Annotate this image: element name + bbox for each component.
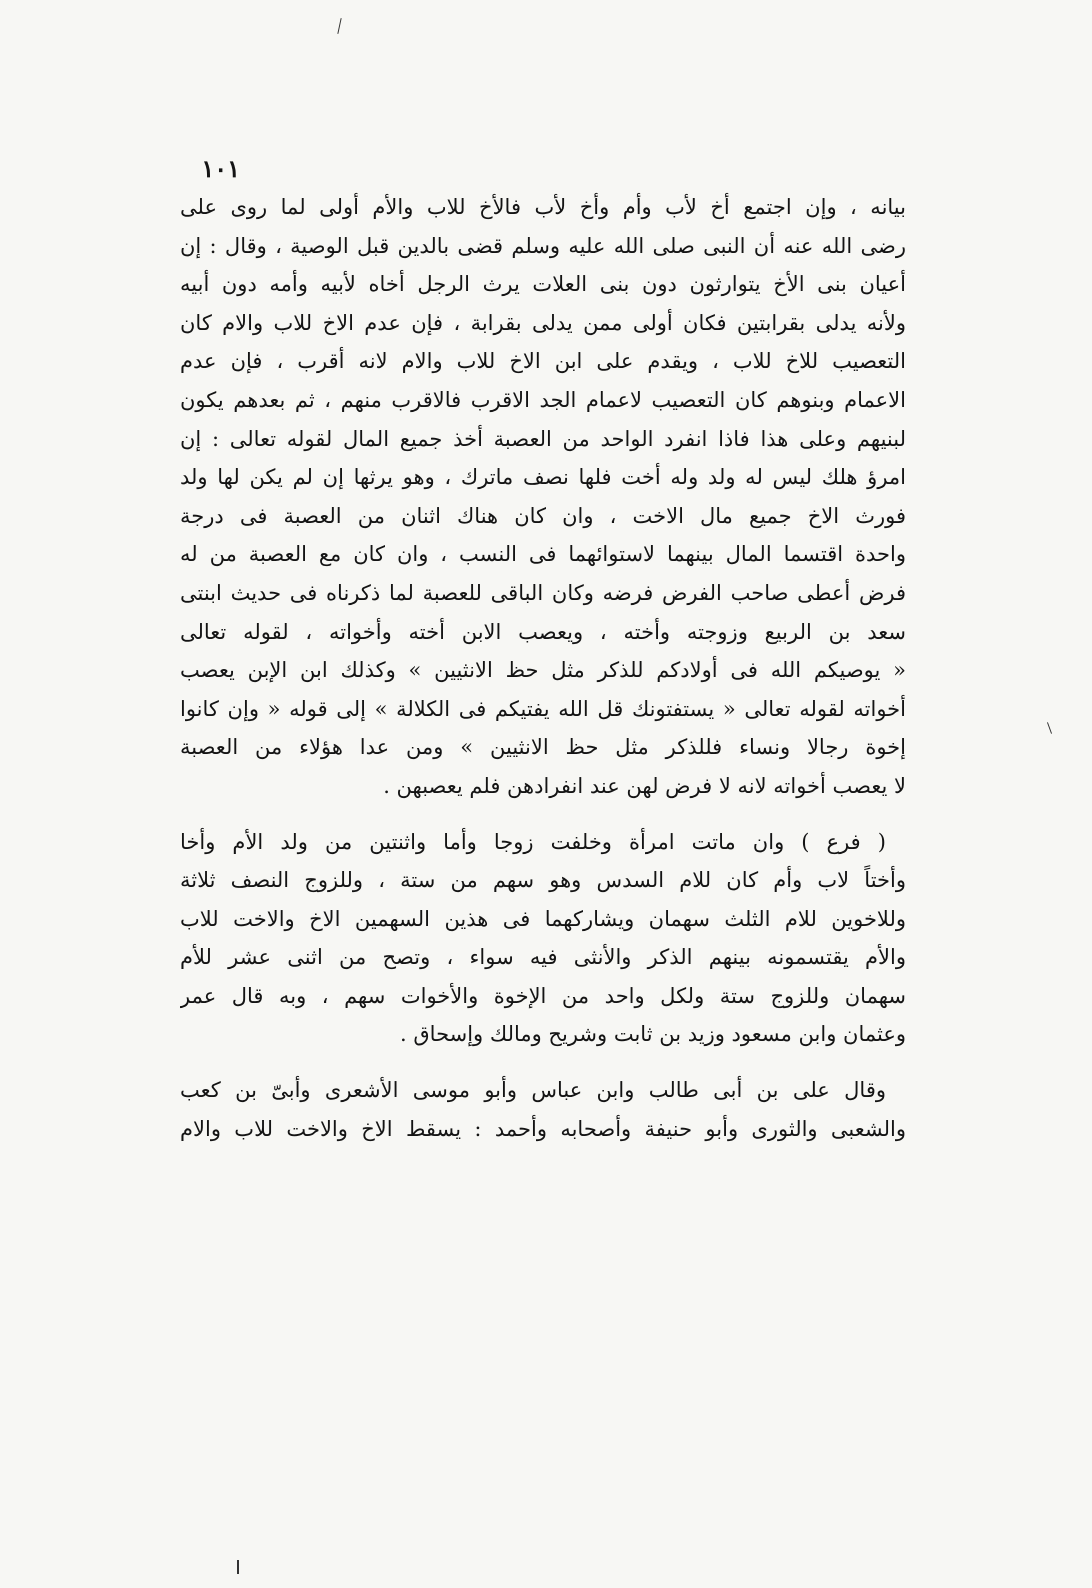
text-line: إخوة رجالا ونساء فللذكر مثل حظ الانثيين » ومن عدا هؤلاء من العصبة (180, 735, 906, 760)
text-line: سعد بن الربيع وزوجته وأخته ، ويعصب الابن أخته وأخواته ، لقوله تعالى (180, 619, 906, 644)
text-line: أعيان بنى الأخ يتوارثون دون بنى العلات يرث الرجل أخاه لأبيه وأمه دون أبيه (180, 272, 906, 297)
text-line: بيانه ، وإن اجتمع أخ لأب وأم وأخ لأب فالأخ للاب والأم أولى لما روى على (180, 195, 906, 219)
text-line: التعصيب للاخ للاب ، ويقدم على ابن الاخ للاب والام لانه أقرب ، فإن عدم (180, 349, 906, 374)
text-line: امرؤ هلك ليس له ولد وله أخت فلها نصف ماترك ، وهو يرثها إن لم يكن لها ولد (180, 465, 906, 490)
text-line: ( فرع ) وان ماتت امرأة وخلفت زوجا وأما واثنتين من ولد الأم وأخا (180, 829, 886, 854)
scan-mark (1047, 722, 1052, 734)
text-line: لبنيهم وعلى هذا فاذا انفرد الواحد من العصبة أخذ جميع المال لقوله تعالى : إن (180, 426, 906, 451)
text-line: وللاخوين للام الثلث سهمان ويشاركهما فى هذين السهمين الاخ والاخت للاب (180, 906, 906, 931)
text-line: « يوصيكم الله فى أولادكم للذكر مثل حظ الانثيين » وكذلك ابن الإبن يعصب (180, 658, 906, 683)
scan-mark (337, 18, 341, 34)
text-line: ولأنه يدلى بقرابتين فكان أولى ممن يدلى بقرابة ، فإن عدم الاخ للاب والام كان (180, 310, 906, 335)
paragraph-1 (180, 188, 906, 806)
text-line: لا يعصب أخواته لانه لا فرض لهن عند انفرادهن فلم يعصبهن . (383, 773, 906, 798)
text-line: وعثمان وابن مسعود وزيد بن ثابت وشريح ومالك وإسحاق . (400, 1022, 906, 1047)
text-line: رضى الله عنه أن النبى صلى الله عليه وسلم قضى بالدين قبل الوصية ، وقال : إن (180, 233, 906, 258)
text-line: سهمان وللزوج ستة ولكل واحد من الإخوة والأخوات سهم ، وبه قال عمر (180, 983, 906, 1008)
paragraph-3 (180, 1071, 906, 1148)
text-line: والأم يقتسمونه بينهم الذكر والأنثى فيه سواء ، وتصح من اثنى عشر للأم (180, 945, 906, 970)
text-line: الاعمام وبنوهم كان التعصيب لاعمام الجد الاقرب فالاقرب منهم ، ثم بعدهم يكون (180, 387, 906, 412)
body-text (180, 188, 906, 1148)
text-line: وقال على بن أبى طالب وابن عباس وأبو موسى الأشعرى وأبىّ بن كعب (180, 1078, 886, 1103)
text-line: أخواته لقوله تعالى « يستفتونك قل الله يفتيكم فى الكلالة » إلى قوله « وإن كانوا (180, 696, 906, 721)
text-line: فورث الاخ جميع مال الاخت ، وان كان هناك اثنان من العصبة فى درجة (180, 503, 906, 528)
text-line: فرض أعطى صاحب الفرض فرضه وكان الباقى للعصبة لما ذكرناه فى حديث ابنتى (180, 580, 906, 605)
text-line: والشعبى والثورى وأبو حنيفة وأصحابه وأحمد : يسقط الاخ والاخت للاب والام (180, 1116, 906, 1141)
page-number: ١٠١ (201, 154, 240, 183)
paragraph-2 (180, 823, 906, 1055)
scan-mark (237, 1560, 239, 1574)
text-line: وأختاً لاب وأم كان للام السدس وهو سهم من ستة ، وللزوج النصف ثلاثة (180, 868, 906, 893)
text-line: واحدة اقتسما المال بينهما لاستوائهما فى النسب ، وان كان مع العصبة من له (180, 542, 906, 567)
